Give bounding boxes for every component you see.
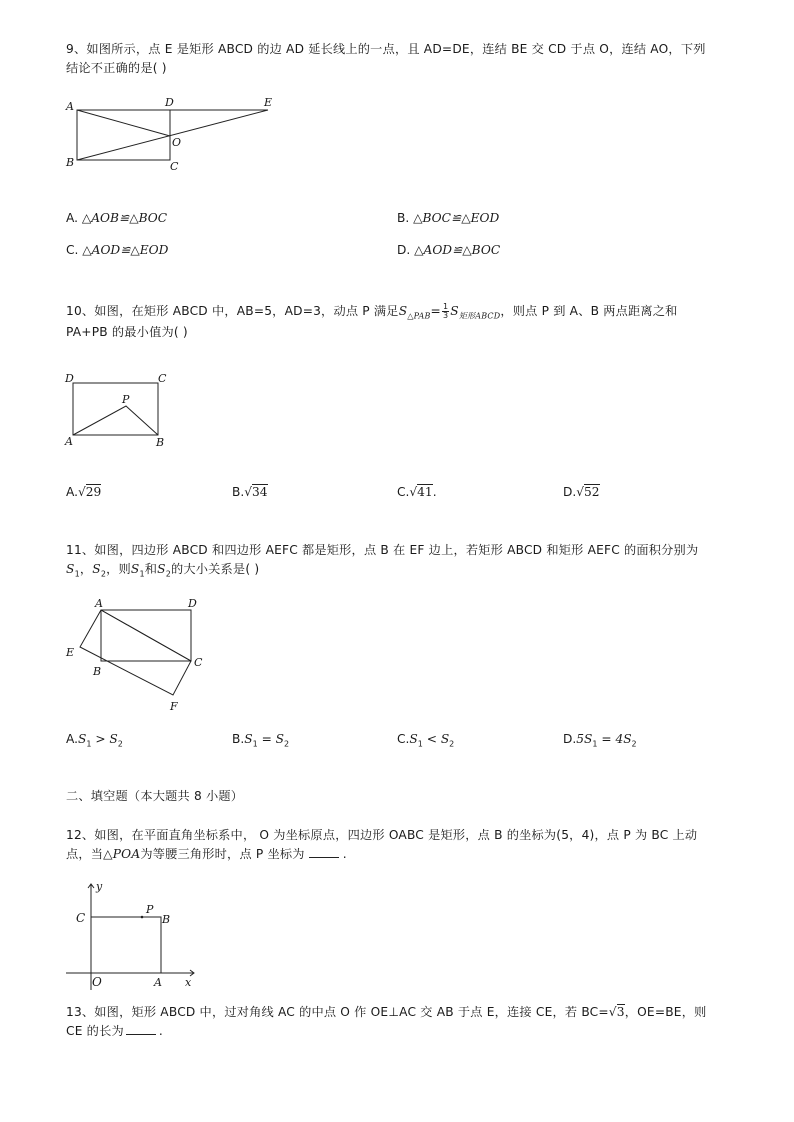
q12-text-pre: 点，当 bbox=[66, 847, 104, 861]
q10-rect-abcd bbox=[73, 383, 158, 435]
q11-and: 和 bbox=[144, 562, 158, 576]
q10-label-a: A bbox=[65, 435, 73, 448]
q10-area-rhs: S bbox=[450, 304, 459, 318]
option-operator: < bbox=[422, 732, 441, 746]
option-expression: △BOC≌△EOD bbox=[413, 211, 500, 225]
q12-rect-oabc bbox=[91, 917, 161, 973]
q10-path-apb bbox=[73, 406, 158, 435]
q12-label-a: A bbox=[154, 976, 162, 989]
option-lhs-sub: 1 bbox=[252, 739, 258, 749]
q11-mid: ，则 bbox=[106, 562, 131, 576]
option-lhs: S bbox=[409, 732, 418, 746]
q13-text-pre: 13、如图，矩形 ABCD 中，过对角线 AC 的中点 O 作 OE⊥AC 交 AB 于点 E，连接 CE，若 BC= bbox=[66, 1005, 609, 1019]
option-rhs: S bbox=[275, 732, 285, 746]
option-key: D. bbox=[397, 243, 411, 257]
option-key: D. bbox=[563, 732, 577, 746]
sqrt-sign: √ bbox=[409, 485, 418, 499]
option-lhs-sub: 1 bbox=[86, 739, 92, 749]
q10-line2: PA+PB 的最小值为( ) bbox=[66, 325, 188, 339]
q10-area-lhs: S bbox=[398, 304, 408, 318]
q12-point-p bbox=[141, 916, 144, 919]
q11-figure bbox=[60, 592, 210, 716]
q9-option-b[interactable] bbox=[397, 210, 499, 226]
q10-label-c: C bbox=[158, 372, 167, 385]
option-rhs-sub: 2 bbox=[117, 739, 123, 749]
option-key: B. bbox=[232, 732, 245, 746]
option-operator: = bbox=[257, 732, 276, 746]
q12-label-y: y bbox=[96, 880, 103, 893]
sqrt-sign: √ bbox=[576, 485, 585, 499]
option-key: A. bbox=[66, 485, 78, 499]
q9-line2: 结论不正确的是( ) bbox=[66, 61, 167, 75]
q11-label-c: C bbox=[194, 656, 203, 669]
q10-option-a[interactable] bbox=[66, 484, 101, 500]
q10-line1 bbox=[66, 302, 678, 325]
q9-label-e: E bbox=[264, 96, 273, 109]
q11-s2b-sub: 2 bbox=[165, 569, 171, 579]
q11-rect-aefc bbox=[80, 610, 191, 695]
q12-label-p: P bbox=[146, 903, 154, 916]
q10-text-post: ，则点 P 到 A、B 两点距离之和 bbox=[500, 304, 678, 318]
q11-line2 bbox=[66, 560, 259, 583]
q12-text-post: 为等腰三角形时，点 P 坐标为 bbox=[140, 847, 305, 861]
option-lhs-sub: 1 bbox=[417, 739, 423, 749]
q9-label-c: C bbox=[170, 160, 179, 173]
option-rhs: S bbox=[440, 732, 450, 746]
q9-option-c[interactable] bbox=[66, 242, 168, 258]
option-rhs-sub: 2 bbox=[284, 739, 290, 749]
q11-s1-sub: 1 bbox=[74, 569, 80, 579]
q9-label-a: A bbox=[66, 100, 74, 113]
q11-line1: 11、如图，四边形 ABCD 和四边形 AEFC 都是矩形，点 B 在 EF 边上，若矩形 ABCD 和矩形 AEFC 的面积分别为 bbox=[66, 543, 699, 557]
q9-figure bbox=[60, 94, 290, 176]
q13-text-end: . bbox=[158, 1024, 163, 1038]
q12-answer-blank[interactable] bbox=[309, 846, 339, 858]
q10-frac-den: 3 bbox=[442, 311, 449, 320]
q10-frac-num: 1 bbox=[442, 302, 449, 311]
q11-label-b: B bbox=[93, 665, 102, 678]
sqrt-radicand: 29 bbox=[85, 485, 102, 499]
q11-end: 的大小关系是( ) bbox=[171, 562, 260, 576]
section-heading-fill-in: 二、填空题（本大题共 8 小题） bbox=[66, 789, 244, 803]
q11-option-b[interactable] bbox=[232, 731, 289, 752]
q11-s2: S bbox=[92, 562, 101, 576]
option-key: A. bbox=[66, 732, 78, 746]
q11-label-e: E bbox=[66, 646, 75, 659]
q13-answer-blank[interactable] bbox=[126, 1023, 156, 1035]
option-lhs: S bbox=[78, 732, 87, 746]
option-key: A. bbox=[66, 211, 78, 225]
q11-option-a[interactable] bbox=[66, 731, 123, 752]
option-key: C. bbox=[66, 243, 79, 257]
option-rhs: 4S bbox=[615, 732, 632, 746]
q11-option-c[interactable] bbox=[397, 731, 454, 752]
option-rhs: S bbox=[109, 732, 118, 746]
q11-label-a: A bbox=[95, 597, 103, 610]
q9-label-d: D bbox=[165, 96, 174, 109]
option-expression: △AOD≌△BOC bbox=[414, 243, 501, 257]
option-key: D. bbox=[563, 485, 577, 499]
q11-s1b-sub: 1 bbox=[139, 569, 145, 579]
q9-label-b: B bbox=[66, 156, 75, 169]
sqrt-radicand: 52 bbox=[584, 485, 600, 499]
q11-label-f: F bbox=[170, 700, 178, 713]
q12-coordinate-figure bbox=[60, 878, 200, 992]
q12-line1: 12、如图，在平面直角坐标系中， O 为坐标原点，四边形 OABC 是矩形，点 B 的坐标为(5，4)，点 P 为 BC 上动 bbox=[66, 828, 698, 842]
q10-figure bbox=[60, 368, 180, 450]
q10-label-b: B bbox=[156, 436, 165, 449]
option-key: C. bbox=[397, 485, 410, 499]
q12-label-o: O bbox=[92, 975, 102, 989]
q10-fraction bbox=[442, 303, 449, 320]
q13-line2 bbox=[66, 1022, 163, 1041]
q12-line2 bbox=[66, 845, 347, 864]
q10-text-pre: 10、如图，在矩形 ABCD 中，AB=5，AD=3，动点 P 满足 bbox=[66, 304, 399, 318]
q11-label-d: D bbox=[188, 597, 197, 610]
option-lhs: S bbox=[244, 732, 253, 746]
q9-option-a[interactable] bbox=[66, 210, 167, 226]
q10-area-lhs-sub: △PAB bbox=[407, 311, 431, 321]
option-expression: △AOB≌△BOC bbox=[81, 211, 168, 225]
option-operator: = bbox=[597, 732, 616, 746]
q10-label-p: P bbox=[122, 393, 130, 406]
sqrt-sign: √ bbox=[608, 1005, 617, 1019]
option-lhs: 5S bbox=[576, 732, 593, 746]
option-key: C. bbox=[397, 732, 410, 746]
q10-option-d[interactable] bbox=[563, 484, 600, 500]
q12-label-x: x bbox=[185, 976, 192, 989]
q10-equals: = bbox=[430, 304, 441, 318]
q12-text-end: . bbox=[342, 847, 347, 861]
option-key: B. bbox=[232, 485, 245, 499]
q11-sep: ， bbox=[79, 562, 93, 576]
q13-radicand: 3 bbox=[616, 1005, 625, 1019]
q12-triangle: △POA bbox=[103, 847, 141, 861]
q12-label-b: B bbox=[162, 913, 171, 926]
sqrt-sign: √ bbox=[244, 485, 253, 499]
option-suffix: . bbox=[432, 485, 437, 499]
option-rhs-sub: 2 bbox=[449, 739, 455, 749]
option-expression: △AOD≌△EOD bbox=[82, 243, 169, 257]
q9-line1: 9、如图所示，点 E 是矩形 ABCD 的边 AD 延长线上的一点，且 AD=DE，连结 BE 交 CD 于点 O，连结 AO，下列 bbox=[66, 42, 706, 56]
option-operator: > bbox=[91, 732, 110, 746]
option-rhs-sub: 2 bbox=[631, 739, 637, 749]
sqrt-radicand: 34 bbox=[252, 485, 268, 499]
q9-rect-abcd bbox=[77, 110, 170, 160]
q11-s2b: S bbox=[157, 562, 166, 576]
q13-line1 bbox=[66, 1003, 706, 1022]
option-lhs-sub: 1 bbox=[592, 739, 598, 749]
q10-area-rhs-sub: 矩形ABCD bbox=[458, 311, 501, 321]
sqrt-radicand: 41 bbox=[417, 485, 433, 499]
q11-s2-sub: 2 bbox=[100, 569, 107, 579]
q13-text-post: ，OE=BE，则 bbox=[624, 1005, 707, 1019]
q10-label-d: D bbox=[65, 372, 74, 385]
q13-text: CE 的长为 bbox=[66, 1024, 124, 1038]
q9-segment-ao bbox=[77, 110, 170, 136]
q10-option-b[interactable] bbox=[232, 484, 268, 500]
q11-option-d[interactable] bbox=[563, 731, 637, 752]
q9-option-d[interactable] bbox=[397, 242, 500, 258]
q11-s1: S bbox=[66, 562, 75, 576]
option-key: B. bbox=[397, 211, 410, 225]
q9-label-o: O bbox=[172, 136, 182, 149]
q12-label-c: C bbox=[76, 911, 86, 925]
q10-option-c[interactable] bbox=[397, 484, 437, 500]
sqrt-sign: √ bbox=[78, 485, 86, 499]
q11-s1b: S bbox=[130, 562, 140, 576]
